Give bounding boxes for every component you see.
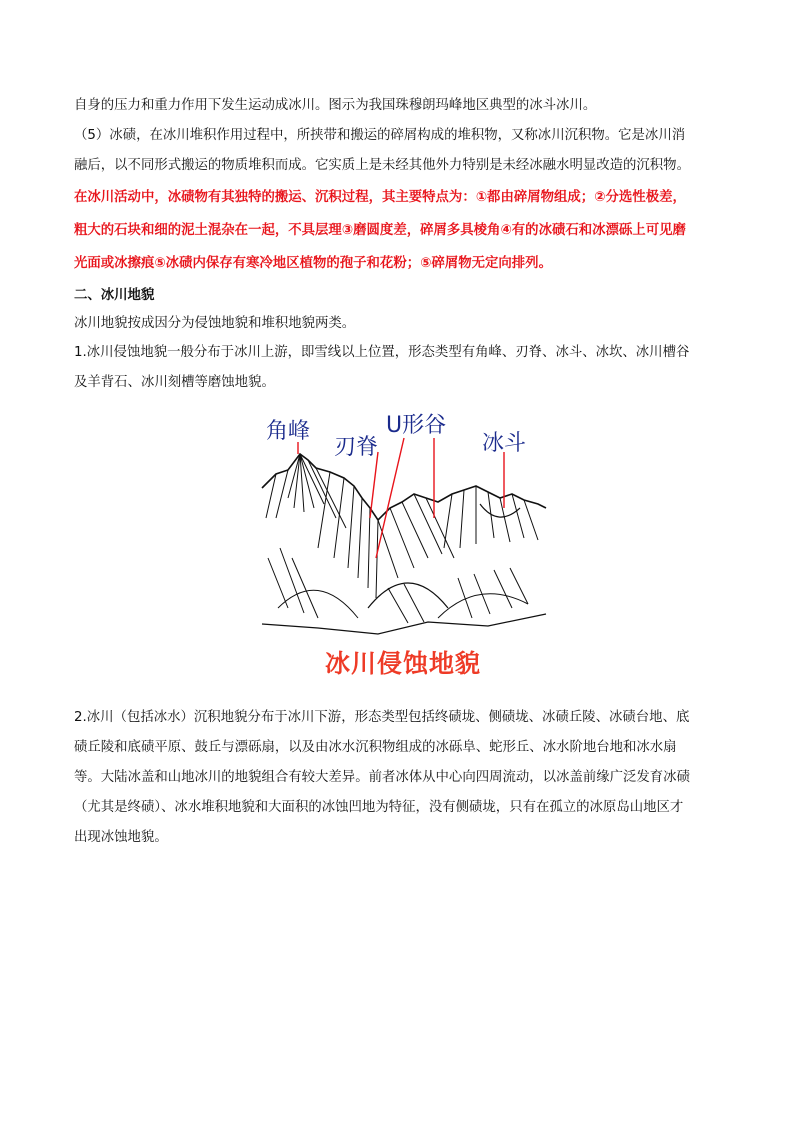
glacial-erosion-figure: [258, 408, 548, 684]
paragraph-deposition-line-4: （尤其是终碛）、冰水堆积地貌和大面积的冰蚀凹地为特征，没有侧碛垅，只有在孤立的冰原岛山地区才: [74, 800, 684, 815]
paragraph-deposition-line-3: 等。大陆冰盖和山地冰川的地貌组合有较大差异。前者冰体从中心向四周流动，以冰盖前缘广泛发育冰碛: [74, 770, 690, 785]
paragraph-erosion-line-1: 1.冰川侵蚀地貌一般分布于冰川上游，即雪线以上位置，形态类型有角峰、刃脊、冰斗、冰坎、冰川槽谷: [74, 345, 690, 360]
figure-caption: 冰川侵蚀地貌: [324, 649, 481, 678]
paragraph-glacier-motion: 自身的压力和重力作用下发生运动成冰川。图示为我国珠穆朗玛峰地区典型的冰斗冰川。: [74, 98, 597, 113]
paragraph-deposition-line-1: 2.冰川（包括冰水）沉积地貌分布于冰川下游，形态类型包括终碛垅、侧碛垅、冰碛丘陵、冰碛台地、底: [74, 710, 690, 725]
paragraph-landform-classes: 冰川地貌按成因分为侵蚀地貌和堆积地貌两类。: [74, 316, 356, 331]
section-heading: 二、冰川地貌: [74, 288, 155, 303]
paragraph-moraine-line-1: （5）冰碛，在冰川堆积作用过程中，所挟带和搬运的碎屑构成的堆积物，又称冰川沉积物。它是冰川消: [74, 128, 686, 143]
moraine-features-line-1: 在冰川活动中，冰碛物有其独特的搬运、沉积过程，其主要特点为：①都由碎屑物组成；②分选性极差，: [74, 190, 686, 205]
paragraph-moraine-line-2: 融后，以不同形式搬运的物质堆积而成。它实质上是未经其他外力特别是未经冰融水明显改造的沉积物。: [74, 158, 690, 173]
label-horn: 角峰: [266, 419, 311, 444]
moraine-features-line-3: 光面或冰擦痕⑤冰碛内保存有寒冷地区植物的孢子和花粉；⑤碎屑物无定向排列。: [74, 256, 552, 271]
label-u-valley: U形谷: [386, 413, 447, 438]
moraine-features-line-2: 粗大的石块和细的泥土混杂在一起，不具层理③磨圆度差，碎屑多具棱角④有的冰碛石和冰漂砾上可见磨: [74, 223, 686, 238]
label-arete: 刃脊: [334, 435, 379, 460]
paragraph-deposition-line-5: 出现冰蚀地貌。: [74, 830, 168, 845]
label-cirque: 冰斗: [482, 431, 527, 456]
paragraph-deposition-line-2: 碛丘陵和底碛平原、鼓丘与漂砾扇，以及由冰水沉积物组成的冰砾阜、蛇形丘、冰水阶地台地和冰水扇: [74, 740, 677, 755]
paragraph-erosion-line-2: 及羊背石、冰川刻槽等磨蚀地貌。: [74, 375, 275, 390]
